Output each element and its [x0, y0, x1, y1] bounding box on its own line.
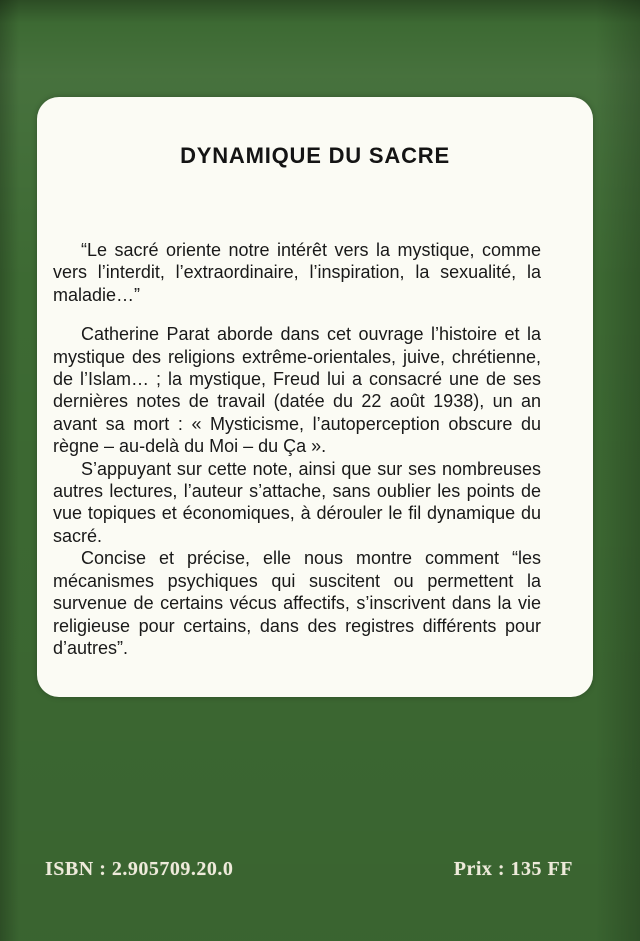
price-text: Prix : 135 FF — [453, 858, 573, 880]
body-paragraph: S’appuyant sur cette note, ainsi que sur ses nombreuses autres lectures, l’auteur s’attache, sans oublier les points de vue topiques et économiques, à dérouler le fil dynamique du sacré. — [53, 458, 541, 546]
quote-paragraph: “Le sacré oriente notre intérêt vers la mystique, comme vers l’interdit, l’extraordinaire, l’inspiration, la sexualité, la maladie…” — [53, 240, 541, 305]
body-paragraph: Catherine Parat aborde dans cet ouvrage l’histoire et la mystique des religions extrême-orientales, juive, chrétienne, de l’Islam… ; la mystique, Freud lui a consacré une de ses dernières notes de travail (datée du 22 août 1938), un an avant sa mort : « Mysticisme, l’autoperception obscure du règne – au-delà du Moi – du Ça ». — [53, 324, 541, 457]
book-title: DYNAMIQUE DU SACRE — [180, 143, 450, 168]
footer — [0, 858, 640, 881]
summary-panel — [37, 97, 593, 697]
body-paragraph: Concise et précise, elle nous montre comment “les mécanismes psychiques qui suscitent ou permettent la survenue de certains vécus affectifs, s’inscrivent dans la vie religieuse pour certains, dans des registres différents pour d’autres”. — [53, 548, 541, 658]
summary-text — [53, 239, 541, 659]
isbn-text: ISBN : 2.905709.20.0 — [45, 858, 234, 880]
